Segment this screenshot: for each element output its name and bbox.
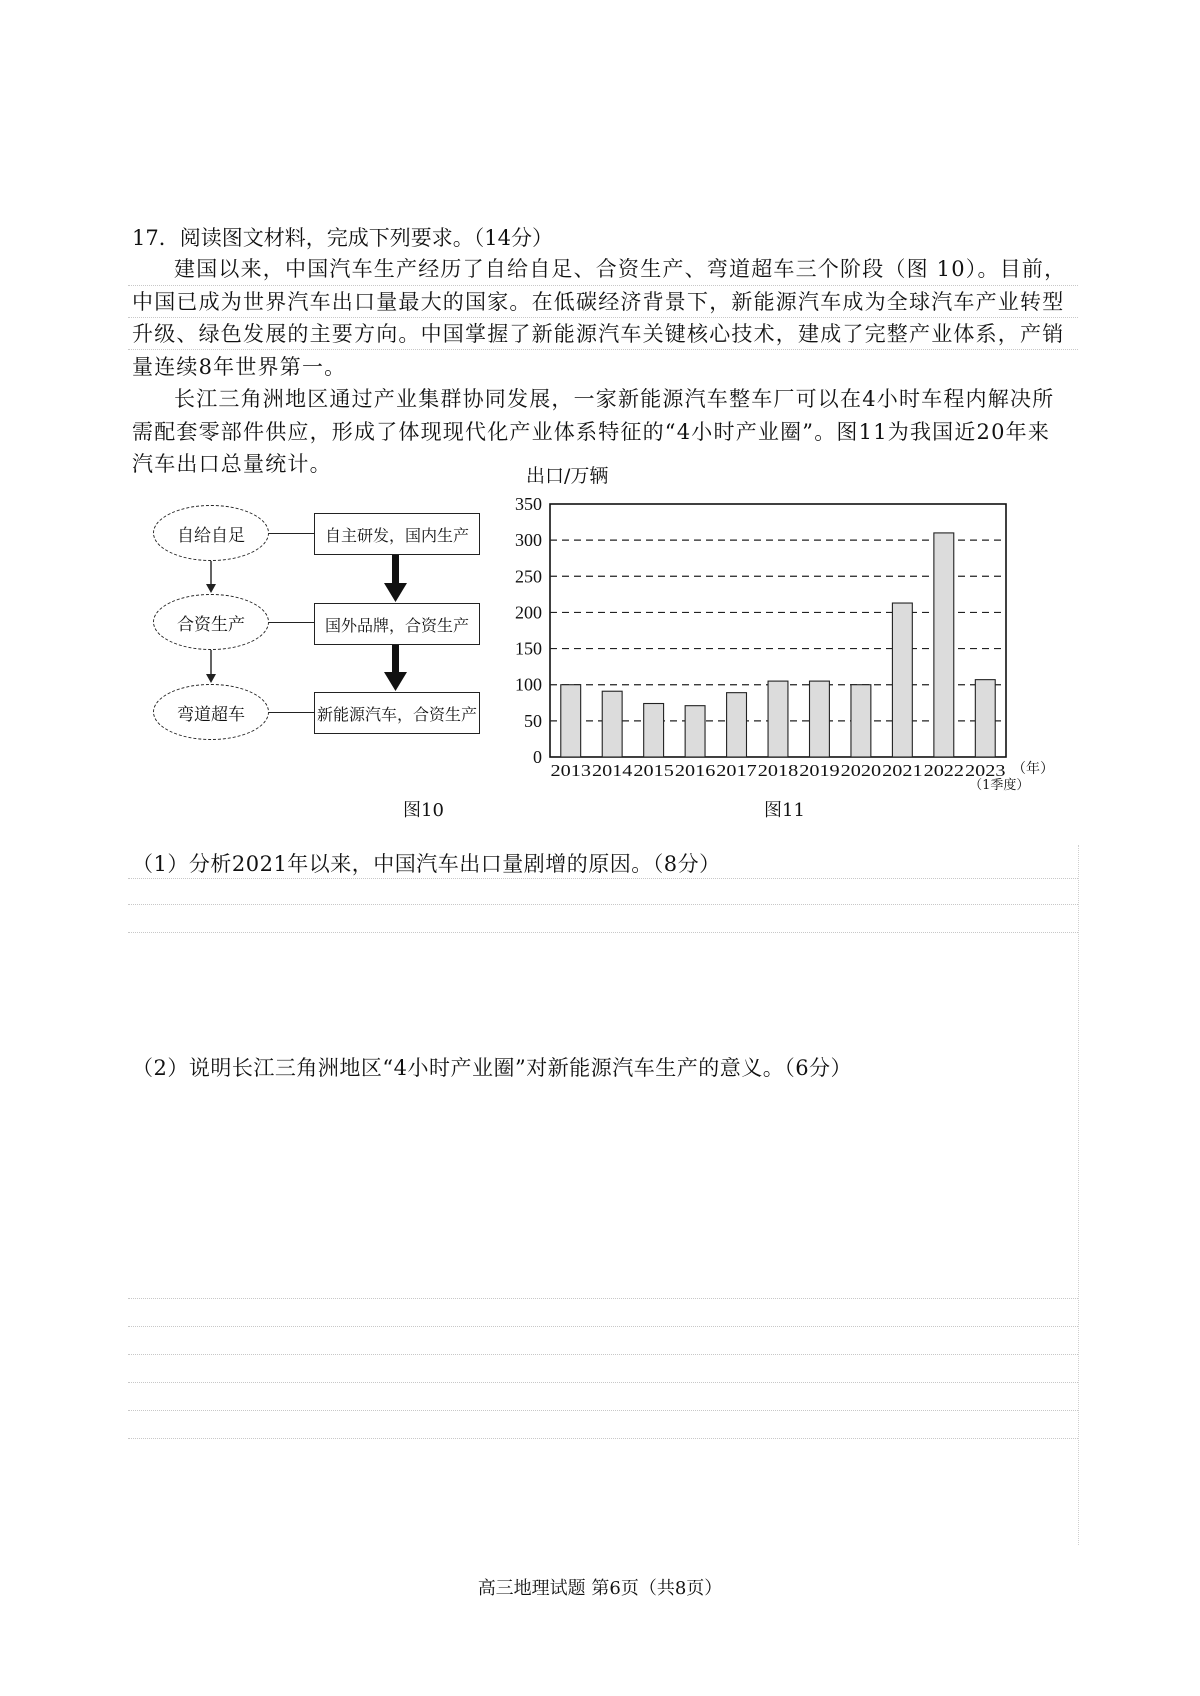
- bar-2021: [892, 603, 912, 757]
- y-tick-label: 300: [515, 530, 542, 551]
- y-tick-label: 100: [515, 674, 542, 695]
- bar-2020: [851, 685, 871, 757]
- bar-2016: [685, 706, 705, 757]
- chart-y-axis-label: 出口/万辆: [526, 465, 609, 487]
- chart-x-ticks: [551, 761, 1006, 780]
- x-tick-label: 2022: [923, 761, 965, 780]
- stage-oval-2: 合资生产: [153, 594, 269, 650]
- figure-11-caption: 图11: [764, 800, 805, 821]
- y-tick-label: 250: [515, 566, 542, 587]
- stage-description-3: 新能源汽车，合资生产: [314, 692, 480, 734]
- bold-arrow-shaft: [392, 645, 399, 674]
- bar-2023: [975, 680, 995, 757]
- bar-2018: [768, 681, 788, 757]
- y-tick-label: 350: [515, 494, 542, 514]
- bar-2022: [934, 533, 954, 757]
- x-tick-label: 2020: [840, 761, 882, 780]
- x-tick-label: 2019: [799, 761, 840, 780]
- y-tick-label: 200: [515, 602, 542, 623]
- material-paragraph-2: 长江三角洲地区通过产业集群协同发展，一家新能源汽车整车厂可以在4小时车程内解决所需配套零部件供应，形成了体现现代化产业体系特征的“4小时产业圈”。图11为我国近20年来汽车出口总量统计。: [132, 387, 1055, 476]
- figure-10-caption: 图10: [403, 800, 444, 821]
- y-tick-label: 50: [524, 710, 542, 731]
- sub-question-2: （2）说明长江三角洲地区“4小时产业圈”对新能源汽车生产的意义。（6分）: [132, 1056, 853, 1080]
- x-tick-label: 2017: [716, 761, 757, 780]
- arrowhead-icon: [206, 674, 216, 683]
- bold-arrow-head-icon: [384, 583, 407, 602]
- y-tick-label: 150: [515, 638, 542, 659]
- x-tick-label: 2014: [591, 761, 633, 780]
- x-tick-label: 2013: [550, 761, 591, 780]
- stage-description-2: 国外品牌，合资生产: [314, 603, 480, 645]
- bar-2015: [644, 704, 664, 757]
- question-header: 17．阅读图文材料，完成下列要求。（14分）: [132, 226, 553, 250]
- x-tick-label: 2015: [633, 761, 674, 780]
- figure-11-bar-chart: [500, 460, 1060, 793]
- x-tick-label: 2023: [965, 761, 1006, 780]
- chart-y-ticks: [515, 494, 542, 767]
- figure-10-arrows: [0, 0, 520, 780]
- x-tick-label: 2016: [674, 761, 716, 780]
- bar-2013: [561, 685, 581, 757]
- chart-x-note: （1季度）: [969, 778, 1030, 793]
- material-paragraph-1: 建国以来，中国汽车生产经历了自给自足、合资生产、弯道超车三个阶段（图 10）。目前，中国已成为世界汽车出口量最大的国家。在低碳经济背景下，新能源汽车成为全球汽车产业转型升级、绿色发展的主要方向。中国掌握了新能源汽车关键核心技术，建成了完整产业体系，产销量连续8年世界第一。: [132, 257, 1067, 379]
- y-tick-label: 0: [533, 747, 542, 767]
- chart-x-axis-unit: （年）: [1012, 761, 1054, 777]
- x-tick-label: 2021: [882, 761, 923, 780]
- stage-description-1: 自主研发，国内生产: [314, 513, 480, 555]
- page-footer: 高三地理试题 第6页（共8页）: [477, 1578, 723, 1599]
- bar-2019: [810, 681, 830, 757]
- bold-arrow-head-icon: [384, 672, 407, 691]
- bar-2014: [602, 691, 622, 757]
- arrowhead-icon: [206, 584, 216, 593]
- chart-bars: [561, 533, 995, 757]
- stage-oval-1: 自给自足: [153, 505, 269, 561]
- x-tick-label: 2018: [757, 761, 799, 780]
- bold-arrow-shaft: [392, 555, 399, 585]
- sub-question-1: （1）分析2021年以来，中国汽车出口量剧增的原因。（8分）: [132, 852, 721, 876]
- stage-oval-3: 弯道超车: [153, 684, 269, 740]
- bar-2017: [727, 693, 747, 757]
